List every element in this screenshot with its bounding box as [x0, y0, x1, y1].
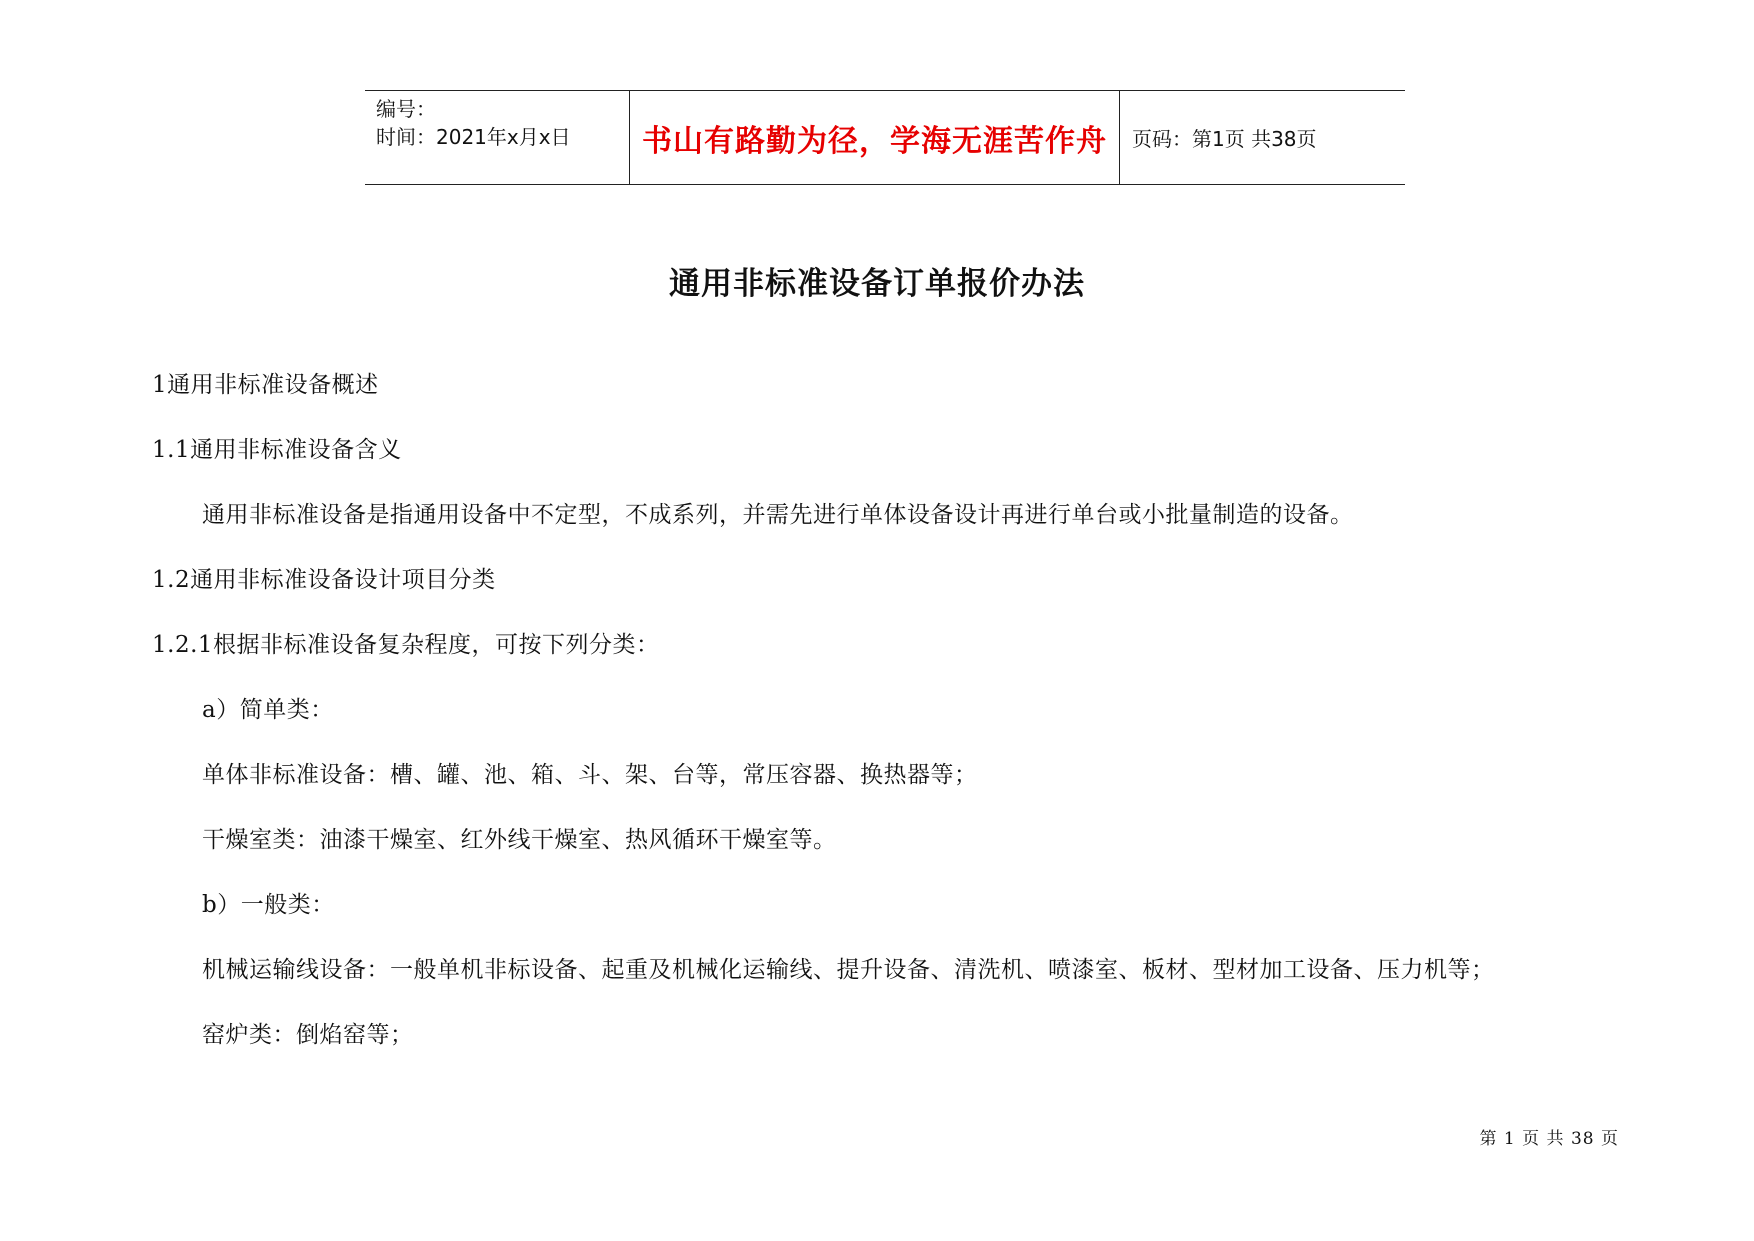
section-heading: 1通用非标准设备概述 — [152, 372, 379, 398]
header-meta-cell — [365, 91, 630, 184]
document-header-table — [365, 90, 1405, 185]
subsection-heading: 1.2通用非标准设备设计项目分类 — [152, 567, 496, 593]
paragraph: 窑炉类：倒焰窑等； — [202, 1022, 414, 1048]
paragraph: 干燥室类：油漆干燥室、红外线干燥室、热风循环干燥室等。 — [202, 827, 837, 853]
header-motto-cell — [630, 91, 1120, 184]
list-item-label: a）简单类： — [202, 697, 334, 723]
header-page-info: 页码：第1页 共38页 — [1132, 127, 1317, 151]
subsubsection-heading: 1.2.1根据非标准设备复杂程度，可按下列分类： — [152, 632, 660, 658]
paragraph: 单体非标准设备：槽、罐、池、箱、斗、架、台等，常压容器、换热器等； — [202, 762, 978, 788]
header-page-cell — [1120, 91, 1405, 184]
paragraph: 机械运输线设备：一般单机非标设备、起重及机械化运输线、提升设备、清洗机、喷漆室、板材、型材加工设备、压力机等； — [202, 957, 1495, 983]
header-motto: 书山有路勤为径，学海无涯苦作舟 — [642, 123, 1107, 159]
document-title: 通用非标准设备订单报价办法 — [669, 266, 1085, 302]
list-item-label: b）一般类： — [202, 892, 335, 918]
document-code-label: 编号： — [376, 97, 436, 121]
document-date-label: 时间：2021年x月x日 — [376, 125, 571, 149]
paragraph: 通用非标准设备是指通用设备中不定型，不成系列，并需先进行单体设备设计再进行单台或小批量制造的设备。 — [202, 502, 1354, 528]
subsection-heading: 1.1通用非标准设备含义 — [152, 437, 402, 463]
page-footer: 第 1 页 共 38 页 — [1479, 1129, 1619, 1149]
